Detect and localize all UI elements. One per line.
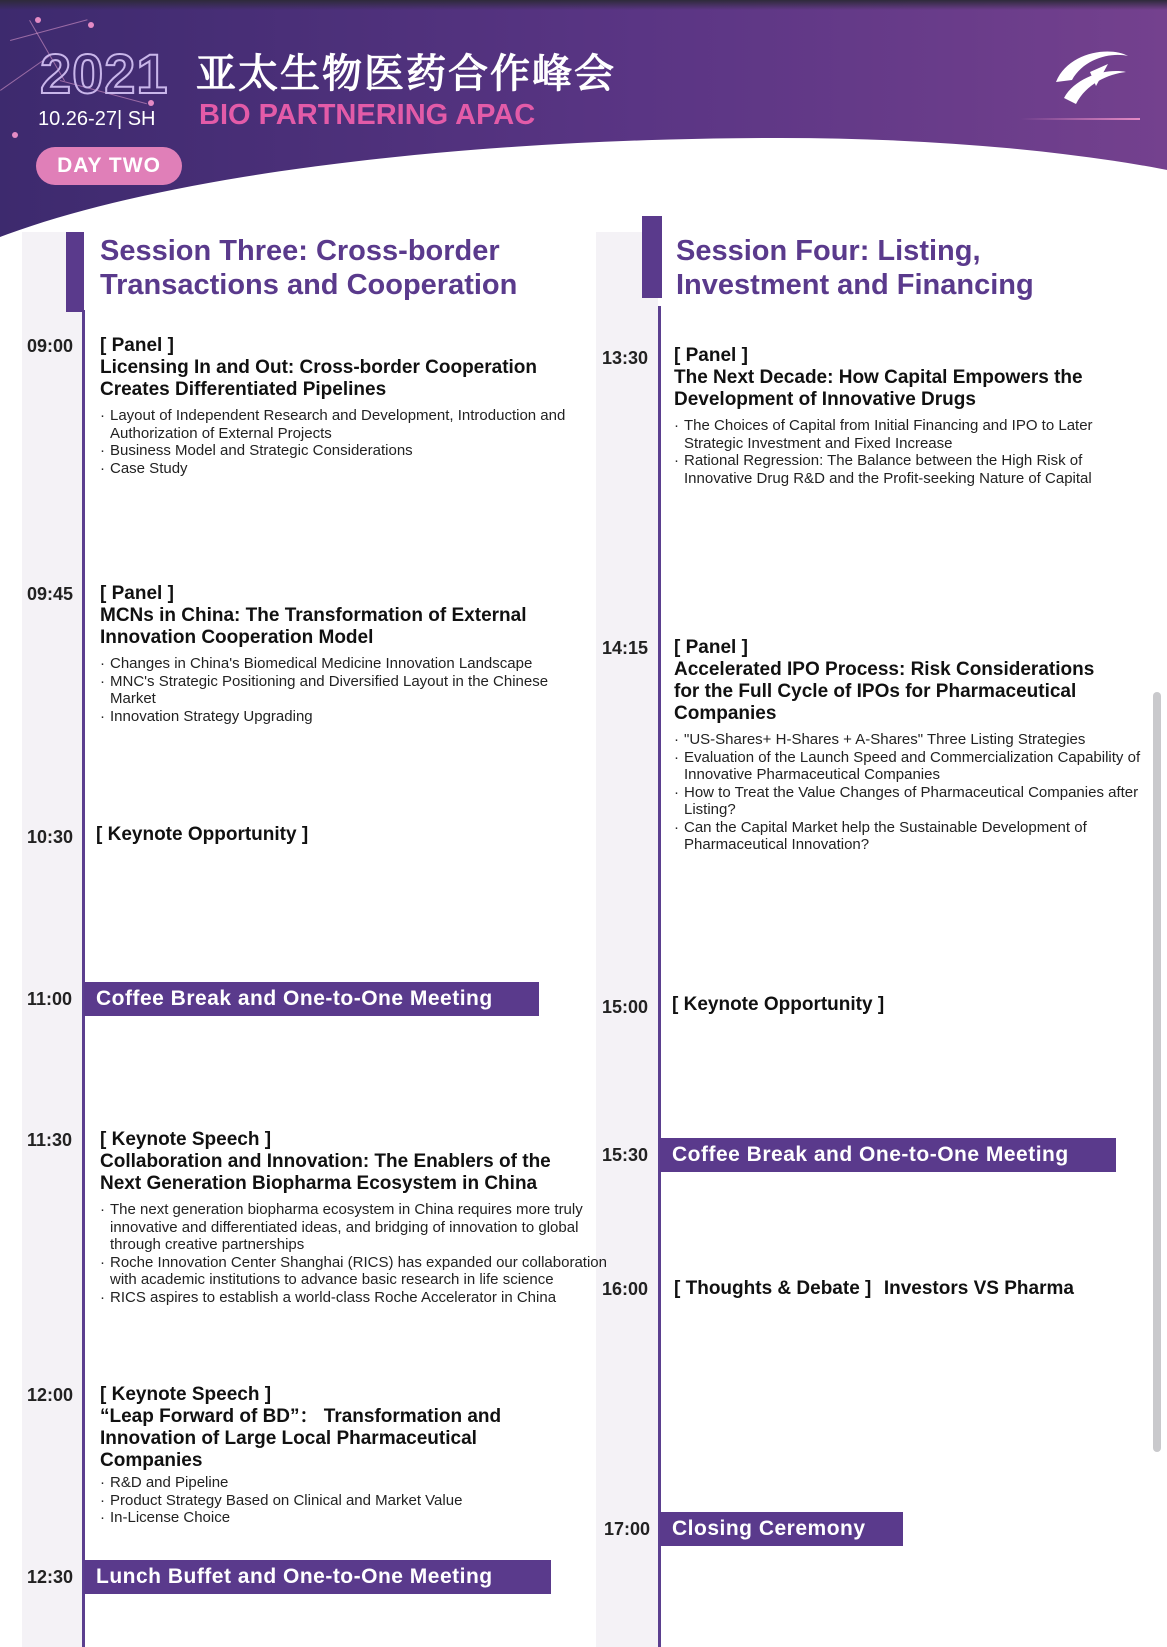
bullet-item: · Case Study xyxy=(100,460,570,478)
time-1200: 12:00 xyxy=(27,1385,74,1405)
time-0900: 09:00 xyxy=(27,336,74,356)
time-1600: 16:00 xyxy=(602,1279,649,1299)
event-1415 xyxy=(674,637,1149,854)
bullet-item: · The next generation biopharma ecosystem in China requires more truly innovative and differentiated ideas, and bridging of innovation to global through creative partnerships xyxy=(100,1201,610,1254)
event-title: Collaboration and Innovation: The Enablers of the Next Generation Biopharma Ecosystem in China xyxy=(100,1151,551,1194)
session-three-title xyxy=(100,234,517,302)
time-1030: 10:30 xyxy=(27,827,74,847)
bullet-item: · MNC's Strategic Positioning and Diversified Layout in the Chinese Market xyxy=(100,673,570,708)
event-tag: [ Panel ] xyxy=(100,583,174,604)
event-title: Licensing In and Out: Cross-border Cooperation Creates Differentiated Pipelines xyxy=(100,357,538,400)
event-title: “Leap Forward of BD”： Transformation and Innovation of Large Local Pharmaceutical Companies xyxy=(100,1406,502,1471)
bullet-item: · The Choices of Capital from Initial Financing and IPO to Later Strategic Investment and Fixed Increase xyxy=(674,417,1134,452)
chinese-title: 亚太生物医药合作峰会 xyxy=(196,51,616,97)
time-1230: 12:30 xyxy=(27,1567,74,1587)
event-1600 xyxy=(674,1278,1154,1300)
closing-ceremony-band: Closing Ceremony xyxy=(660,1512,903,1546)
time-1700: 17:00 xyxy=(604,1519,651,1539)
event-1200 xyxy=(100,1384,530,1527)
event-date: 10.26-27| SH xyxy=(38,108,156,130)
left-session-accent xyxy=(66,232,84,312)
event-tag: [ Panel ] xyxy=(674,637,748,658)
bullet-list xyxy=(674,417,1134,487)
keynote-opportunity-tag: [ Keynote Opportunity ] xyxy=(96,824,309,845)
bullet-item: · How to Treat the Value Changes of Pharmaceutical Companies after Listing? xyxy=(674,784,1149,819)
bullet-item: · Rational Regression: The Balance between the High Risk of Innovative Drug R&D and the Profit-seeking Nature of Capital xyxy=(674,452,1134,487)
bullet-list xyxy=(100,655,570,725)
bullet-item: · Product Strategy Based on Clinical and Market Value xyxy=(100,1492,530,1510)
lunch-buffet-band: Lunch Buffet and One-to-One Meeting xyxy=(84,1560,551,1594)
brand-logo-icon xyxy=(1050,42,1132,114)
bullet-item: · RICS aspires to establish a world-class Roche Accelerator in China xyxy=(100,1289,630,1307)
bullet-item: · R&D and Pipeline xyxy=(100,1474,530,1492)
bullet-item: · Business Model and Strategic Considerations xyxy=(100,442,570,460)
event-1130 xyxy=(100,1129,640,1306)
session-four-title-line2: Investment and Financing xyxy=(676,269,1034,301)
bullet-list xyxy=(100,407,570,477)
right-column-strip xyxy=(596,232,658,1647)
event-subtitle: Investors VS Pharma xyxy=(883,1278,1074,1299)
bullet-item: · Innovation Strategy Upgrading xyxy=(100,708,570,726)
session-three-title-line1: Session Three: Cross-border xyxy=(100,235,500,267)
event-year: 2021 xyxy=(40,42,169,105)
event-tag: [ Keynote Speech ] xyxy=(100,1129,272,1150)
time-1130: 11:30 xyxy=(27,1130,73,1150)
event-1330 xyxy=(674,345,1134,487)
logo-underline xyxy=(1020,118,1140,120)
session-four-title-line1: Session Four: Listing, xyxy=(676,235,981,267)
event-title: MCNs in China: The Transformation of External Innovation Cooperation Model xyxy=(100,605,527,648)
coffee-break-band: Coffee Break and One-to-One Meeting xyxy=(84,982,539,1016)
event-tag: [ Keynote Speech ] xyxy=(100,1384,272,1405)
event-tag: [ Panel ] xyxy=(674,345,748,366)
event-tag: [ Panel ] xyxy=(100,335,174,356)
bullet-item: · In-License Choice xyxy=(100,1509,530,1527)
bullet-list xyxy=(674,731,1149,854)
time-1330: 13:30 xyxy=(602,348,649,368)
bullet-item: · Changes in China's Biomedical Medicine Innovation Landscape xyxy=(100,655,570,673)
top-shade xyxy=(0,0,1167,10)
right-timeline-bar xyxy=(658,306,661,1647)
english-title: BIO PARTNERING APAC xyxy=(199,99,536,131)
time-1415: 14:15 xyxy=(602,638,649,658)
time-1530: 15:30 xyxy=(602,1145,649,1165)
left-timeline-bar xyxy=(82,310,85,1647)
bullet-item: · Evaluation of the Launch Speed and Commercialization Capability of Innovative Pharmaceutical Companies xyxy=(674,749,1149,784)
time-1100: 11:00 xyxy=(27,989,73,1009)
scrollbar[interactable] xyxy=(1153,692,1161,1452)
coffee-break-band: Coffee Break and One-to-One Meeting xyxy=(660,1138,1116,1172)
session-four-title xyxy=(676,234,1034,302)
time-1500: 15:00 xyxy=(602,997,649,1017)
event-title: The Next Decade: How Capital Empowers the Development of Innovative Drugs xyxy=(674,367,1083,410)
event-title: Accelerated IPO Process: Risk Considerations for the Full Cycle of IPOs for Pharmaceutical Companies xyxy=(674,659,1095,724)
event-0945 xyxy=(100,583,570,725)
keynote-opportunity-tag: [ Keynote Opportunity ] xyxy=(672,994,885,1015)
time-0945: 09:45 xyxy=(27,584,74,604)
bullet-item: · Roche Innovation Center Shanghai (RICS) has expanded our collaboration with academic institutions to advance basic research in life science xyxy=(100,1254,630,1289)
bullet-item: · "US-Shares+ H-Shares + A-Shares" Three Listing Strategies xyxy=(674,731,1149,749)
bullet-list xyxy=(100,1474,530,1527)
day-badge: DAY TWO xyxy=(36,147,182,185)
right-session-accent xyxy=(642,216,662,298)
bullet-list xyxy=(100,1201,630,1306)
left-column-strip xyxy=(22,232,82,1647)
session-three-title-line2: Transactions and Cooperation xyxy=(100,269,518,301)
event-tag: [ Thoughts & Debate ] xyxy=(674,1278,872,1299)
bullet-item: · Layout of Independent Research and Development, Introduction and Authorization of External Projects xyxy=(100,407,570,442)
event-0900 xyxy=(100,335,570,477)
bullet-item: · Can the Capital Market help the Sustainable Development of Pharmaceutical Innovation? xyxy=(674,819,1149,854)
